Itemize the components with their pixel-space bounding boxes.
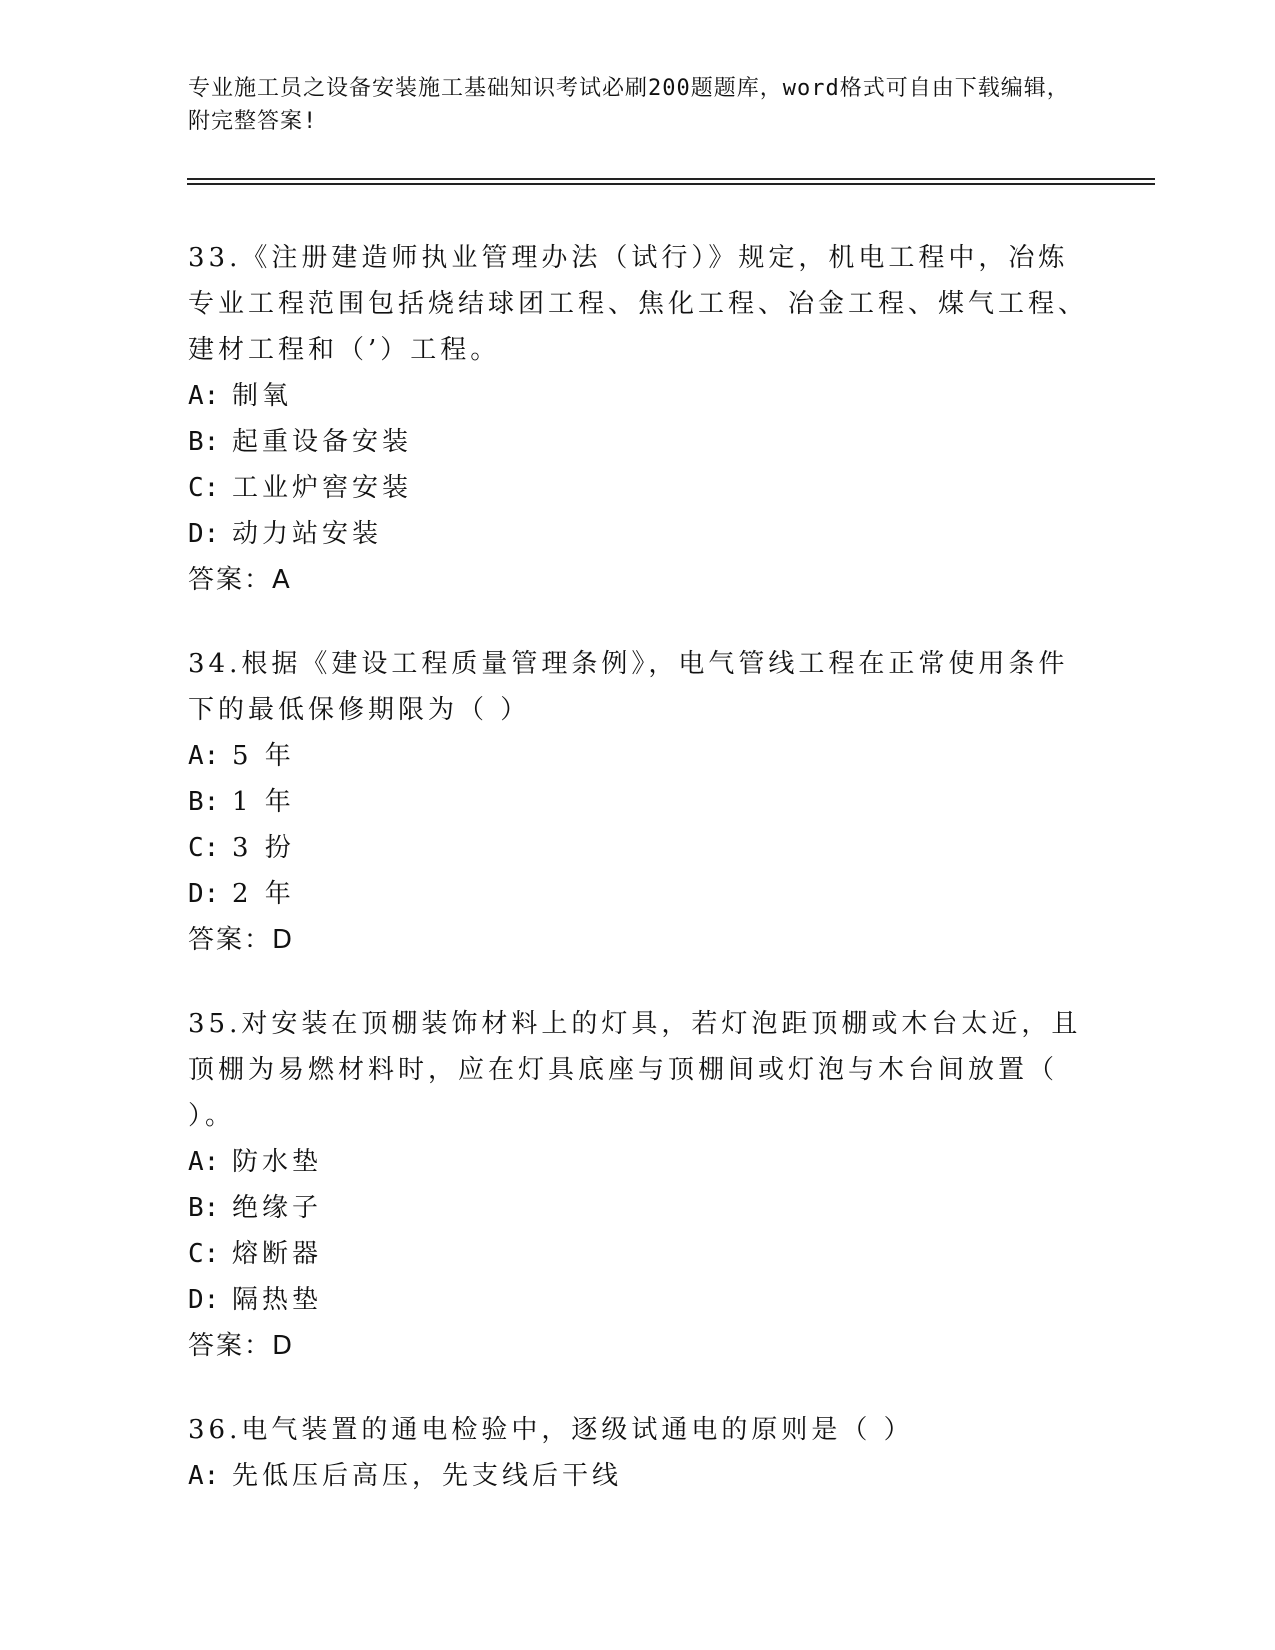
option-key: A: [188, 381, 220, 411]
answer-option [188, 511, 1088, 557]
option-key: C: [188, 473, 220, 503]
option-key: A: [188, 1147, 220, 1177]
option-text: 熔断器 [232, 1239, 323, 1269]
question-stem: 35.对安装在顶棚装饰材料上的灯具，若灯泡距顶棚或木台太近，且顶棚为易燃材料时，应在灯具底座与顶棚间或灯泡与木台间放置（ ）。 [188, 1009, 1082, 1131]
question-block [188, 641, 1088, 963]
option-text: 隔热垫 [232, 1285, 323, 1315]
answer-option [188, 1277, 1088, 1323]
option-key: C: [188, 1239, 220, 1269]
option-text: 绝缘子 [232, 1193, 323, 1223]
option-text: 5 年 [232, 741, 295, 771]
option-text: 1 年 [232, 787, 295, 817]
answer-option [188, 779, 1088, 825]
header-divider-bottom [187, 183, 1155, 185]
header-divider-top [187, 178, 1155, 180]
answer-line: 答案：D [188, 925, 295, 955]
question-stem: 33.《注册建造师执业管理办法（试行）》规定，机电工程中，冶炼专业工程范围包括烧结球团工程、焦化工程、冶金工程、煤气工程、建材工程和（’）工程。 [188, 243, 1089, 365]
option-key: B: [188, 1193, 220, 1223]
option-text: 防水垫 [232, 1147, 323, 1177]
answer-option [188, 373, 1088, 419]
option-key: D: [188, 879, 220, 909]
option-key: C: [188, 833, 220, 863]
question-block [188, 1407, 1088, 1499]
answer-line: 答案：D [188, 1331, 295, 1361]
option-text: 起重设备安装 [232, 427, 413, 457]
document-title: 专业施工员之设备安装施工基础知识考试必刷200题题库，word格式可自由下载编辑，附完整答案! [188, 76, 1070, 134]
answer-option [188, 1185, 1088, 1231]
option-key: D: [188, 519, 220, 549]
answer-option [188, 1231, 1088, 1277]
question-stem: 36.电气装置的通电检验中，逐级试通电的原则是（ ） [188, 1415, 914, 1445]
answer-option [188, 733, 1088, 779]
answer-option [188, 871, 1088, 917]
option-text: 工业炉窖安装 [232, 473, 413, 503]
question-block [188, 235, 1088, 603]
question-list [188, 235, 1088, 1537]
answer-option [188, 1453, 1088, 1499]
option-key: B: [188, 427, 220, 457]
option-text: 3 扮 [232, 833, 295, 863]
option-text: 2 年 [232, 879, 295, 909]
question-stem: 34.根据《建设工程质量管理条例》，电气管线工程在正常使用条件下的最低保修期限为（ ） [188, 649, 1069, 725]
answer-line: 答案：A [188, 565, 292, 595]
option-key: A: [188, 1461, 220, 1491]
answer-option [188, 465, 1088, 511]
option-key: B: [188, 787, 220, 817]
answer-option [188, 419, 1088, 465]
option-text: 先低压后高压，先支线后干线 [232, 1461, 623, 1491]
answer-option [188, 1139, 1088, 1185]
option-text: 动力站安装 [232, 519, 383, 549]
question-block [188, 1001, 1088, 1369]
option-key: A: [188, 741, 220, 771]
option-text: 制氧 [232, 381, 293, 411]
option-key: D: [188, 1285, 220, 1315]
answer-option [188, 825, 1088, 871]
